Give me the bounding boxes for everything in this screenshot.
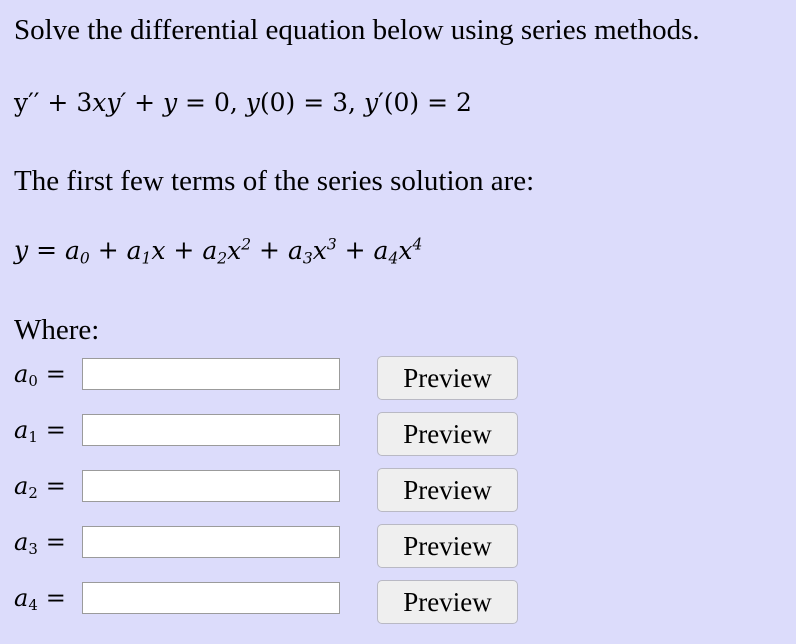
- coefficient-symbol: a: [14, 360, 29, 388]
- coefficient-symbol: a: [202, 235, 218, 265]
- coefficient-index: 1: [28, 428, 38, 447]
- coefficient-label: [14, 360, 66, 390]
- coefficient-index: 3: [302, 248, 313, 267]
- series-term-0: [65, 236, 90, 265]
- exponent: 2: [241, 235, 252, 253]
- coefficient-symbol: a: [14, 416, 29, 444]
- variable: x: [227, 235, 242, 265]
- variable: x: [398, 235, 413, 265]
- series-term-3: [288, 236, 337, 265]
- coefficient-index: 0: [28, 372, 38, 391]
- series-lhs: y: [14, 235, 29, 265]
- preview-button-a4[interactable]: Preview: [377, 580, 518, 624]
- problem-intro: Solve the differential equation below using series methods.: [14, 14, 700, 46]
- ode-x: x: [92, 88, 107, 117]
- answer-row-a3: [14, 524, 534, 562]
- equals-sign: =: [45, 472, 66, 500]
- answer-input-a3[interactable]: [82, 526, 340, 558]
- ode-rhs: = 0,: [177, 88, 246, 117]
- series-solution: [14, 235, 422, 267]
- initial-condition-2: ′(0) = 2: [378, 88, 472, 117]
- preview-button-a2[interactable]: Preview: [377, 468, 518, 512]
- equals-sign: =: [45, 416, 66, 444]
- answer-input-a4[interactable]: [82, 582, 340, 614]
- initial-condition-y-prime: y: [363, 88, 379, 117]
- series-plus: +: [336, 235, 374, 265]
- ode-part: y′′ + 3: [14, 88, 93, 117]
- answer-input-a1[interactable]: [82, 414, 340, 446]
- where-label: Where:: [14, 314, 100, 346]
- preview-button-a3[interactable]: Preview: [377, 524, 518, 568]
- series-plus: +: [89, 235, 127, 265]
- ode-y: y: [162, 88, 178, 117]
- coefficient-index: 2: [28, 484, 38, 503]
- coefficient-label: [14, 416, 66, 446]
- coefficient-symbol: a: [64, 235, 80, 265]
- answer-row-a2: [14, 468, 534, 506]
- coefficient-index: 2: [217, 248, 228, 267]
- initial-condition-1: (0) = 3,: [259, 88, 364, 117]
- preview-button-a1[interactable]: Preview: [377, 412, 518, 456]
- ode-y-prime: y′ +: [106, 88, 163, 117]
- solution-intro: The first few terms of the series solution are:: [14, 165, 535, 197]
- variable: x: [151, 235, 166, 265]
- answer-row-a0: [14, 356, 534, 394]
- series-term-2: [202, 236, 251, 265]
- coefficient-index: 0: [79, 248, 90, 267]
- exponent: 4: [412, 235, 423, 253]
- coefficient-index: 4: [388, 248, 399, 267]
- coefficient-symbol: a: [14, 472, 29, 500]
- series-plus: +: [165, 235, 203, 265]
- series-equals: =: [28, 235, 65, 265]
- coefficient-symbol: a: [14, 584, 29, 612]
- initial-condition-y: y: [245, 88, 260, 117]
- coefficient-symbol: a: [14, 528, 29, 556]
- differential-equation: [14, 88, 472, 117]
- equals-sign: =: [45, 360, 66, 388]
- equals-sign: =: [45, 584, 66, 612]
- coefficient-index: 1: [141, 248, 152, 267]
- series-term-4: [374, 236, 423, 265]
- variable: x: [312, 235, 327, 265]
- coefficient-symbol: a: [287, 235, 303, 265]
- coefficient-symbol: a: [373, 235, 389, 265]
- coefficient-label: [14, 472, 66, 502]
- answer-row-a4: [14, 580, 534, 618]
- answer-input-a0[interactable]: [82, 358, 340, 390]
- series-term-1: [127, 236, 166, 265]
- coefficient-index: 3: [28, 540, 38, 559]
- coefficient-label: [14, 584, 66, 614]
- coefficient-index: 4: [28, 596, 38, 615]
- series-plus: +: [251, 235, 288, 265]
- answer-row-a1: [14, 412, 534, 450]
- equals-sign: =: [45, 528, 66, 556]
- answer-input-a2[interactable]: [82, 470, 340, 502]
- preview-button-a0[interactable]: Preview: [377, 356, 518, 400]
- coefficient-label: [14, 528, 66, 558]
- exponent: 3: [326, 235, 337, 253]
- coefficient-symbol: a: [126, 235, 142, 265]
